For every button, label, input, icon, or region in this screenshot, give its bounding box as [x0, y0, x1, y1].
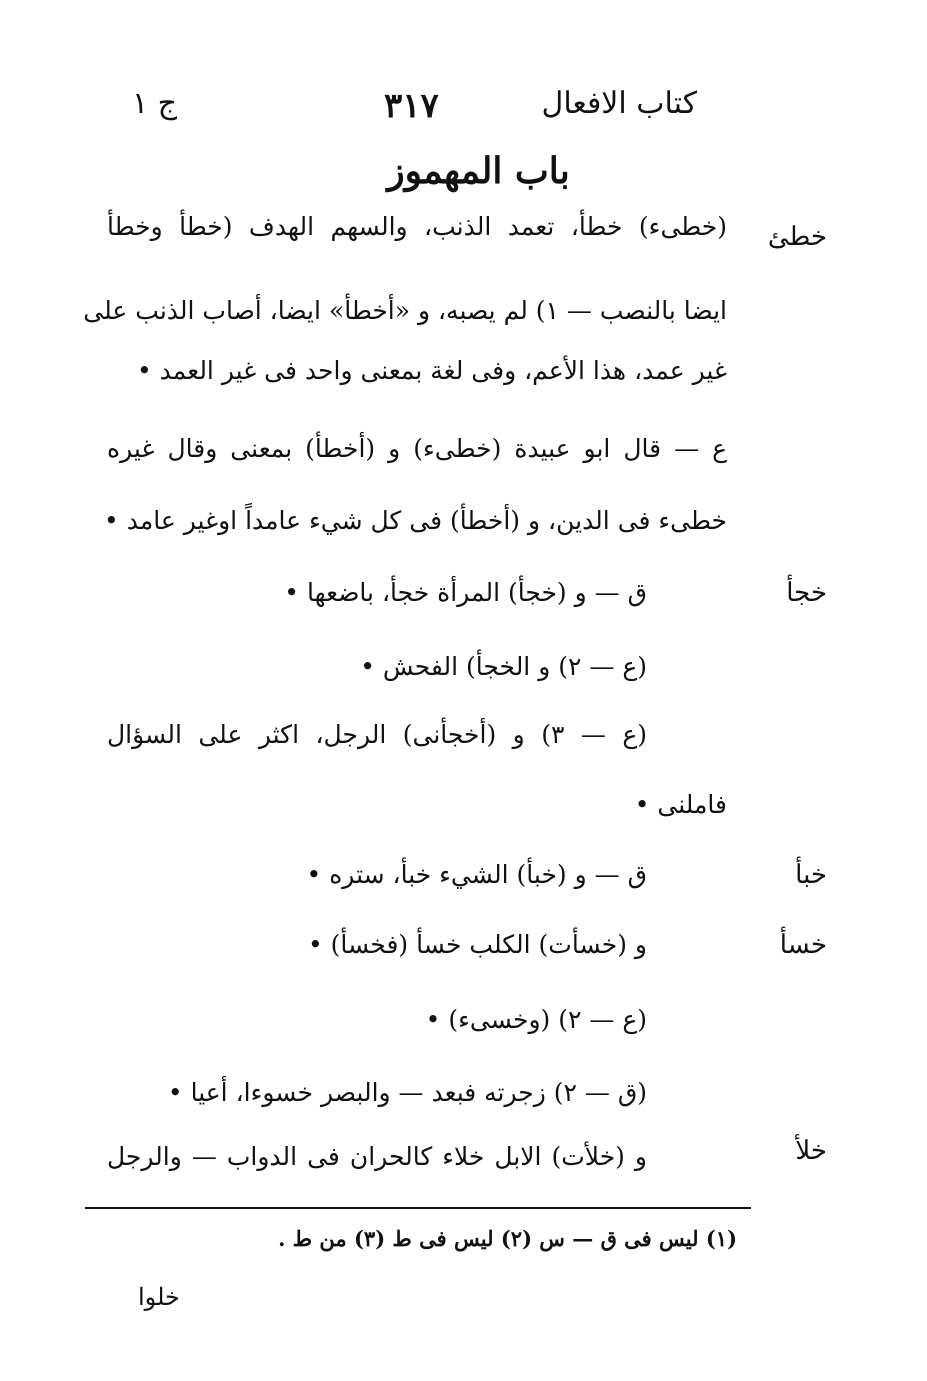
text-line: ع — قال ابو عبيدة (خطىء) و (أخطأ) بمعنى وقال غيره [107, 434, 727, 463]
text-line: و (خلأت) الابل خلاء كالحران فى الدواب — والرجل [107, 1142, 647, 1171]
margin-headword: خبأ [795, 860, 827, 890]
text-line: ايضا بالنصب — ١) لم يصبه، و «أخطأ» ايضا، أصاب الذنب على [83, 296, 727, 325]
page-number: ٣١٧ [384, 86, 439, 126]
margin-headword: خجأ [786, 578, 827, 608]
text-line: ق — و (خبأ) الشيء خبأ، ستره • [306, 860, 647, 889]
text-line: (ع — ٢) و الخجأ) الفحش • [360, 652, 647, 681]
text-line: (ع — ٢) (وخسىء) • [425, 1005, 647, 1034]
text-line: خطىء فى الدين، و (أخطأ) فى كل شيء عامداً اوغير عامد • [104, 506, 727, 535]
footnote: (١) ليس فى ق — س (٢) ليس فى ط (٣) من ط . [278, 1226, 737, 1251]
margin-headword: خطئ [767, 222, 827, 252]
text-line: (ع — ٣) و (أخجأنى) الرجل، اكثر على السؤال [107, 720, 647, 749]
volume-marker: ج ١ [132, 86, 178, 121]
catchword: خلوا [138, 1283, 180, 1311]
margin-headword: خلأ [795, 1136, 827, 1166]
section-title: باب المهموز [387, 150, 570, 192]
text-line: فاملنى • [634, 790, 727, 819]
text-line: ق — و (خجأ) المرأة خجأ، باضعها • [284, 578, 647, 607]
footnote-divider [85, 1207, 751, 1209]
margin-headword: خسأ [779, 930, 827, 960]
text-line: و (خسأت) الكلب خسأ (فخسأ) • [307, 930, 647, 959]
text-line: غير عمد، هذا الأعم، وفى لغة بمعنى واحد فى غير العمد • [136, 356, 727, 385]
text-line: (خطىء) خطأ، تعمد الذنب، والسهم الهدف (خطأ وخطأ [107, 212, 727, 241]
text-line: (ق — ٢) زجرته فبعد — والبصر خسوءا، أعيا • [167, 1078, 647, 1107]
running-head-book-title: كتاب الافعال [541, 86, 697, 121]
